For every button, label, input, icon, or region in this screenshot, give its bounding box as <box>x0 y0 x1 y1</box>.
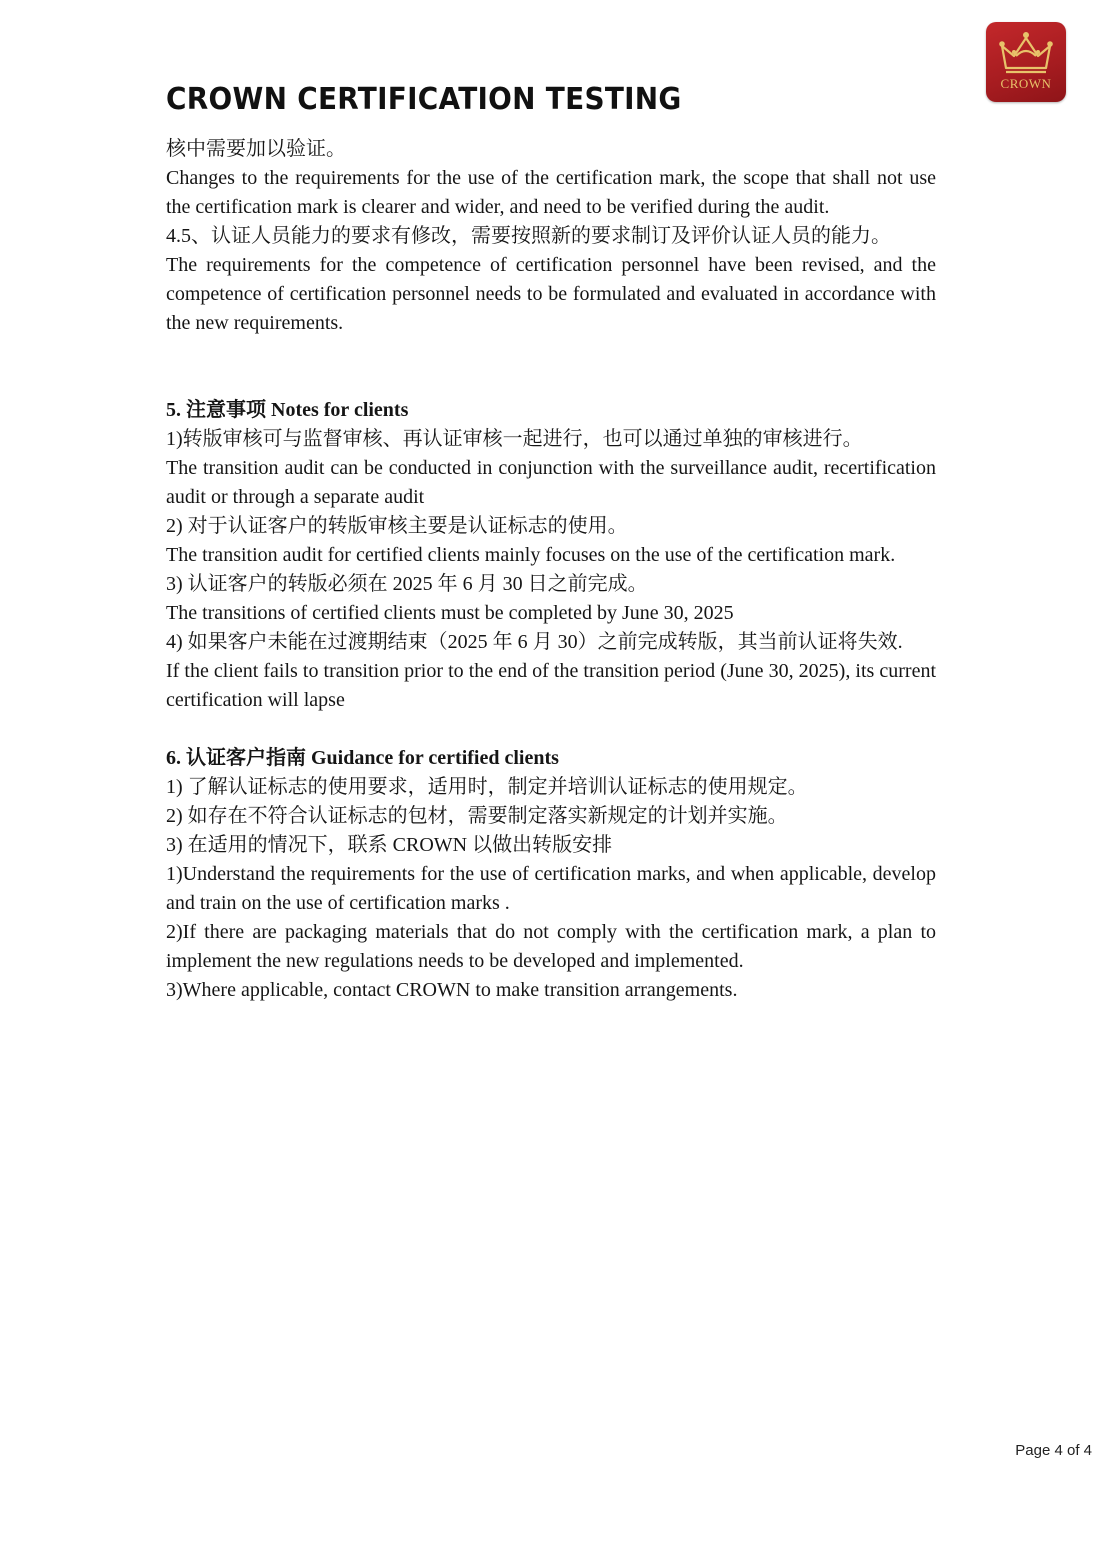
paragraph: Changes to the requirements for the use of the certification mark, the scope that shall not use the certification mark is clearer and wider, and need to be verified during the audit. <box>166 167 936 218</box>
page-number: Page 4 of 4 <box>1015 1442 1092 1459</box>
list-item: The transition audit can be conducted in conjunction with the surveillance audit, recertification audit or through a separate audit <box>166 457 936 508</box>
list-item: 1)转版审核可与监督审核、再认证审核一起进行，也可以通过单独的审核进行。 <box>166 428 863 450</box>
spacer <box>166 338 936 396</box>
list-item: The transitions of certified clients must be completed by June 30, 2025 <box>166 602 734 624</box>
paragraph: The requirements for the competence of certification personnel have been revised, and the competence of certification personnel needs to be formulated and evaluated in accordance with the new requirements. <box>166 254 936 334</box>
list-item: 2) 如存在不符合认证标志的包材，需要制定落实新规定的计划并实施。 <box>166 805 788 827</box>
paragraph: 4.5、认证人员能力的要求有修改，需要按照新的要求制订及评价认证人员的能力。 <box>166 225 891 247</box>
list-item: If the client fails to transition prior to the end of the transition period (June 30, 2025), its current certification will lapse <box>166 660 936 711</box>
document-body <box>166 135 936 1005</box>
list-item: 4) 如果客户未能在过渡期结束（2025 年 6 月 30）之前完成转版，其当前认证将失效. <box>166 631 903 653</box>
crown-logo <box>986 22 1066 102</box>
list-item: 1)Understand the requirements for the use of certification marks, and when applicable, develop and train on the use of certification marks . <box>166 863 936 914</box>
list-item: The transition audit for certified clients mainly focuses on the use of the certification mark. <box>166 544 896 566</box>
paragraph: 核中需要加以验证。 <box>166 138 346 160</box>
section-heading-guidance: 6. 认证客户指南 Guidance for certified clients <box>166 747 559 769</box>
list-item: 1) 了解认证标志的使用要求，适用时，制定并培训认证标志的使用规定。 <box>166 776 808 798</box>
document-title: CROWN CERTIFICATION TESTING <box>166 82 682 117</box>
list-item: 3)Where applicable, contact CROWN to make transition arrangements. <box>166 979 738 1001</box>
list-item: 3) 认证客户的转版必须在 2025 年 6 月 30 日之前完成。 <box>166 573 648 595</box>
crown-icon <box>986 22 1066 82</box>
section-heading-notes: 5. 注意事项 Notes for clients <box>166 399 409 421</box>
list-item: 2) 对于认证客户的转版审核主要是认证标志的使用。 <box>166 515 628 537</box>
logo-text: CROWN <box>1000 76 1052 91</box>
list-item: 2)If there are packaging materials that do not comply with the certification mark, a plan to implement the new regulations needs to be developed and implemented. <box>166 921 936 972</box>
list-item: 3) 在适用的情况下，联系 CROWN 以做出转版安排 <box>166 834 613 856</box>
spacer <box>166 715 936 744</box>
